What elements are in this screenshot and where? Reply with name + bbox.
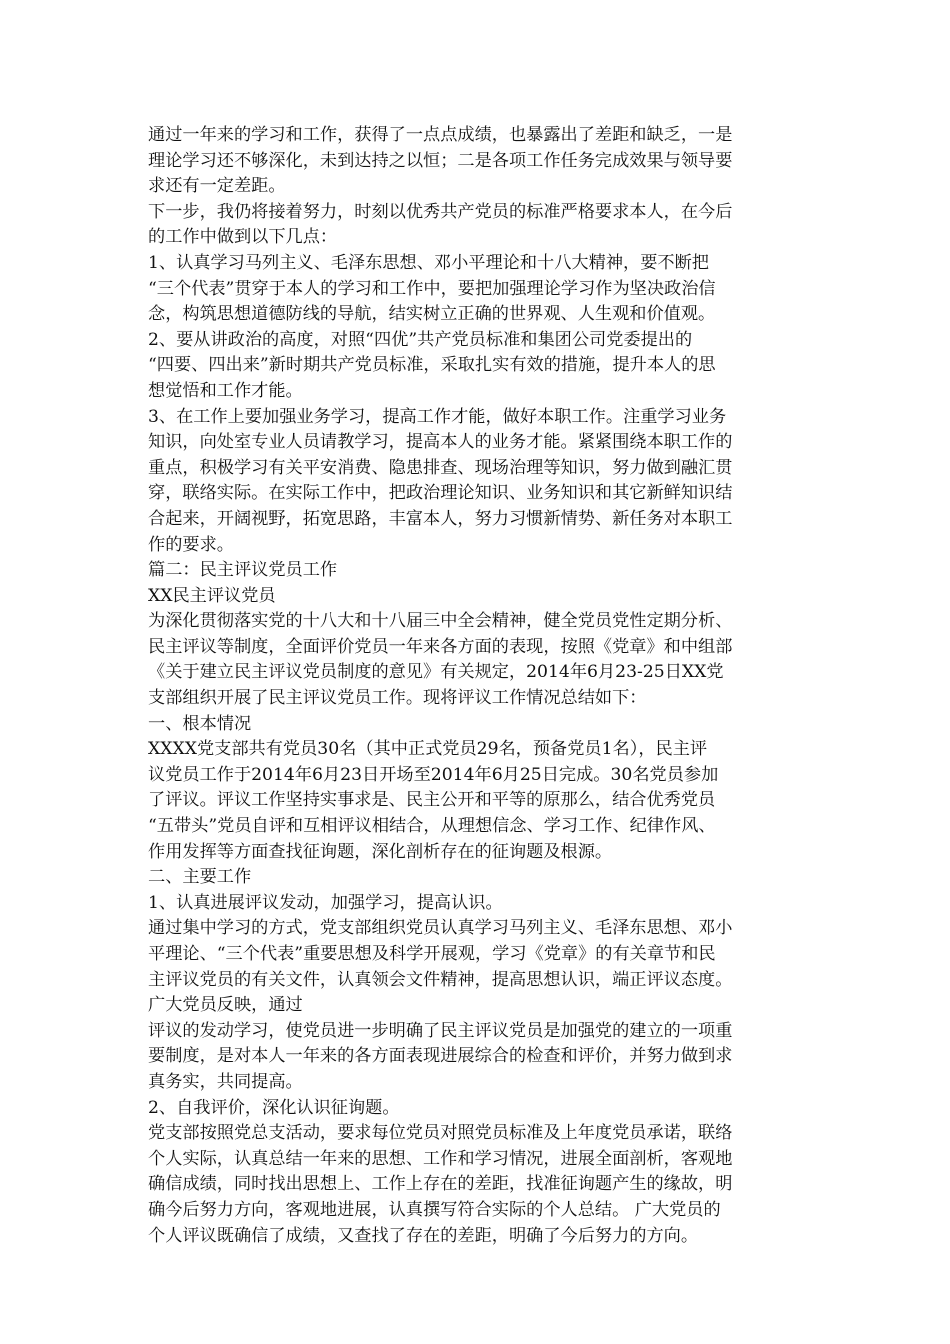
text-line: 个人实际，认真总结一年来的思想、工作和学习情况，进展全面剖析，客观地: [148, 1148, 733, 1169]
text-line: 民主评议等制度，全面评价党员一年来各方面的表现，按照《党章》和中组部: [148, 636, 733, 657]
text-line: 主评议党员的有关文件，认真领会文件精神，提高思想认识，端正评议态度。: [148, 969, 733, 990]
text-line: 篇二：民主评议党员工作: [148, 560, 338, 581]
text-line: 1、认真进展评议发动，加强学习，提高认识。: [148, 892, 503, 913]
text-line: 平理论、“三个代表”重要思想及科学开展观，学习《党章》的有关章节和民: [148, 944, 716, 964]
text-line: 想觉悟和工作才能。: [148, 380, 303, 401]
text-line: XXXX党支部共有党员30名（其中正式党员29名，预备党员1名），民主评: [148, 739, 708, 760]
text-line: 2、自我评价，深化认识征询题。: [148, 1097, 400, 1118]
text-line: “三个代表”贯穿于本人的学习和工作中，要把加强理论学习作为坚决政治信: [148, 278, 716, 299]
text-line: 个人评议既确信了成绩，又查找了存在的差距，明确了今后努力的方向。: [148, 1225, 699, 1246]
text-line: 知识，向处室专业人员请教学习，提高本人的业务才能。紧紧围绕本职工作的: [148, 432, 733, 453]
text-line: 评议的发动学习，使党员进一步明确了民主评议党员是加强党的建立的一项重: [148, 1020, 733, 1041]
text-line: 下一步，我仍将接着努力，时刻以优秀共产党员的标准严格要求本人，在今后: [148, 201, 733, 222]
text-line: 穿，联络实际。在实际工作中，把政治理论知识、业务知识和其它新鲜知识结: [148, 483, 733, 504]
text-line: 念，构筑思想道德防线的导航，结实树立正确的世界观、人生观和价值观。: [148, 304, 716, 325]
text-line: 党支部按照党总支活动，要求每位党员对照党员标准及上年度党员承诺，联络: [148, 1123, 733, 1144]
text-line: 一、根本情况: [148, 713, 252, 734]
text-line: 通过集中学习的方式，党支部组织党员认真学习马列主义、毛泽东思想、邓小: [148, 918, 733, 939]
text-line: 确今后努力方向，客观地进展，认真撰写符合实际的个人总结。 广大党员的: [148, 1199, 721, 1220]
text-line: 支部组织开展了民主评议党员工作。现将评议工作情况总结如下：: [148, 688, 647, 709]
text-line: 作用发挥等方面查找征询题，深化剖析存在的征询题及根源。: [148, 841, 613, 862]
text-line: 议党员工作于2014年6月23日开场至2014年6月25日完成。30名党员参加: [148, 764, 719, 785]
text-line: 真务实，共同提高。: [148, 1071, 303, 1092]
text-line: 的工作中做到以下几点：: [148, 227, 338, 248]
text-line: 通过一年来的学习和工作，获得了一点点成绩，也暴露出了差距和缺乏，一是: [148, 125, 733, 145]
text-line: 为深化贯彻落实党的十八大和十八届三中全会精神，健全党员党性定期分析、: [148, 611, 733, 632]
text-line: “五带头”党员自评和互相评议相结合，从理想信念、学习工作、纪律作风、: [148, 816, 716, 837]
text-line: 理论学习还不够深化，未到达持之以恒；二是各项工作任务完成效果与领导要: [148, 150, 733, 171]
text-line: 广大党员反映，通过: [148, 995, 303, 1016]
text-line: XX民主评议党员: [148, 585, 276, 606]
text-line: “四要、四出来”新时期共产党员标准，采取扎实有效的措施，提升本人的思: [148, 355, 716, 376]
document-body: [148, 123, 808, 1249]
text-line: 二、主要工作: [148, 867, 252, 888]
text-line: 作的要求。: [148, 534, 234, 555]
text-line: 重点，积极学习有关平安消费、隐患排查、现场治理等知识，努力做到融汇贯: [148, 457, 733, 478]
text-line: 2、要从讲政治的高度，对照“四优”共产党员标准和集团公司党委提出的: [148, 329, 693, 350]
text-line: 3、在工作上要加强业务学习，提高工作才能，做好本职工作。注重学习业务: [148, 406, 727, 427]
text-line: 求还有一定差距。: [148, 176, 286, 197]
text-line: 要制度，是对本人一年来的各方面表现进展综合的检查和评价，并努力做到求: [148, 1046, 733, 1067]
text-line: 《关于建立民主评议党员制度的意见》有关规定，2014年6月23-25日XX党: [148, 662, 724, 683]
text-line: 合起来，开阔视野，拓宽思路，丰富本人，努力习惯新情势、新任务对本职工: [148, 508, 733, 529]
text-line: 1、认真学习马列主义、毛泽东思想、邓小平理论和十八大精神，要不断把: [148, 252, 709, 273]
text-line: 了评议。评议工作坚持实事求是、民主公开和平等的原那么，结合优秀党员: [148, 790, 716, 811]
text-line: 确信成绩，同时找出思想上、工作上存在的差距，找准征询题产生的缘故，明: [148, 1174, 733, 1195]
